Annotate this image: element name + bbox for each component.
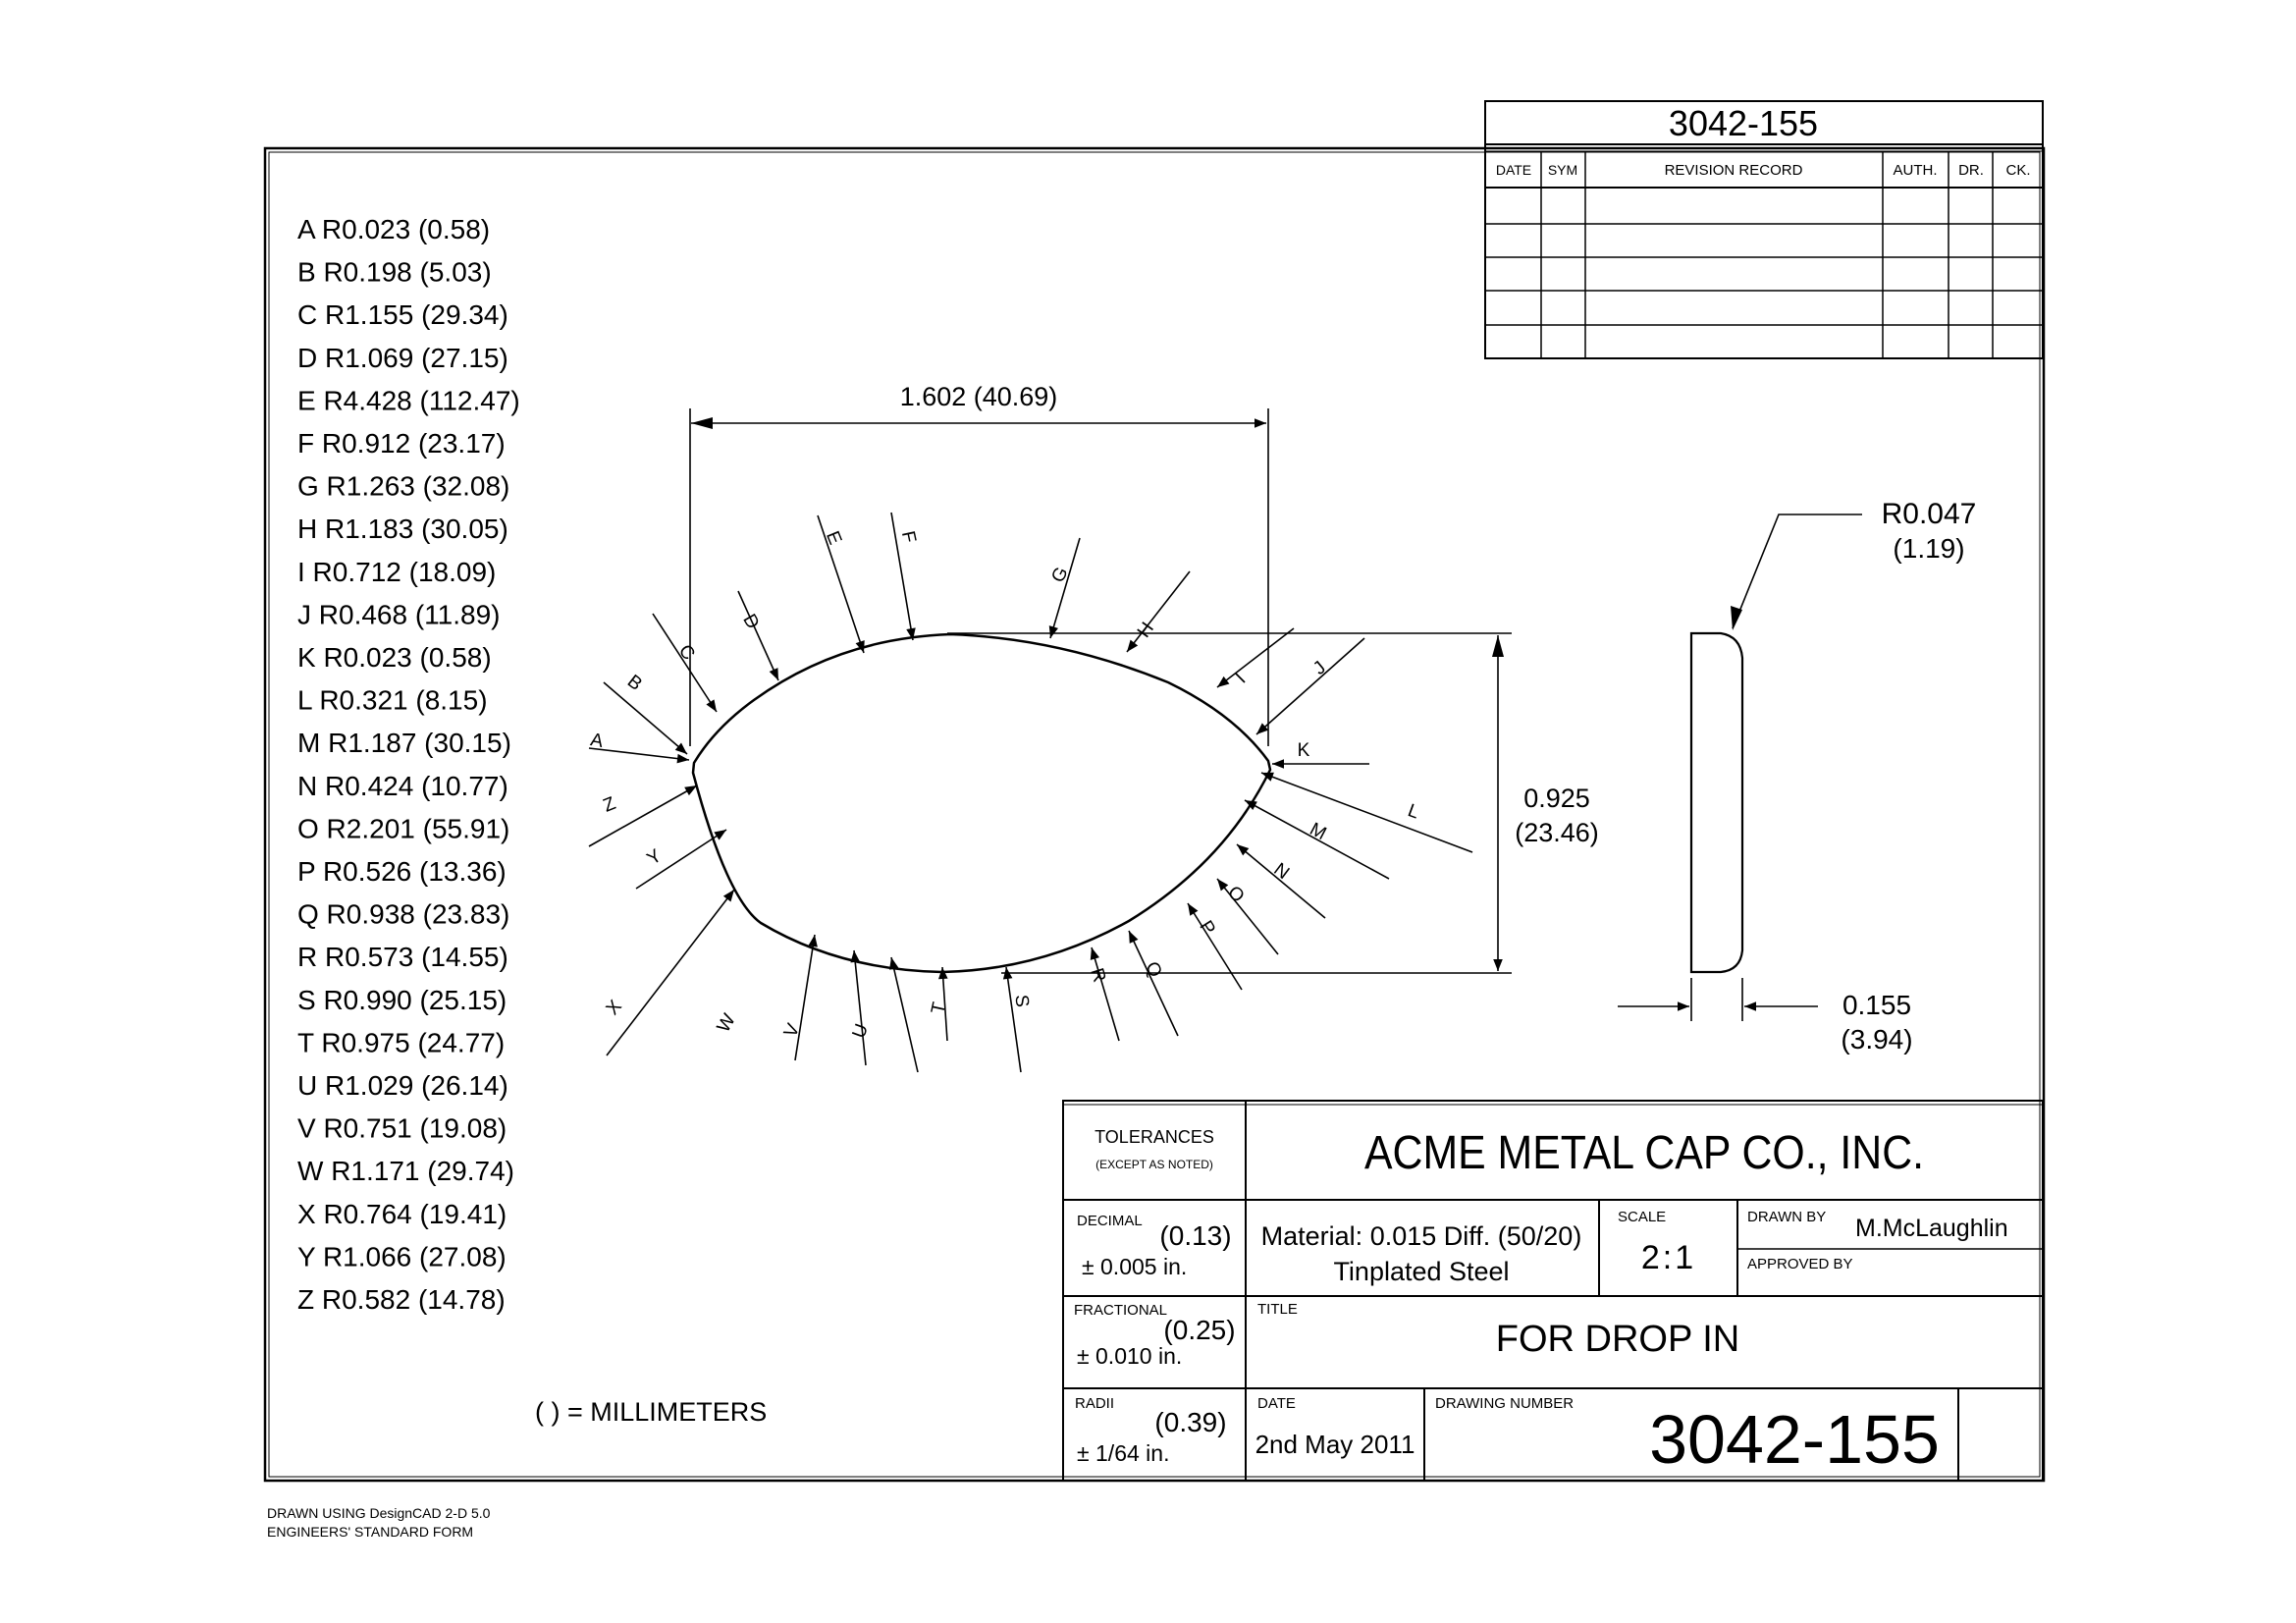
callout-letter: E xyxy=(821,528,846,548)
radius-entry: G R1.263 (32.08) xyxy=(297,470,510,502)
radius-entry: W R1.171 (29.74) xyxy=(297,1156,514,1187)
fractional-mm: (0.25) xyxy=(1163,1315,1236,1345)
title-block xyxy=(1063,1101,2043,1481)
material-line-1: Material: 0.015 Diff. (50/20) xyxy=(1260,1221,1582,1251)
radius-entry: Z R0.582 (14.78) xyxy=(297,1284,506,1315)
radius-entry: O R2.201 (55.91) xyxy=(297,813,510,844)
callout-leader-line xyxy=(653,614,717,712)
callout-letter: D xyxy=(738,611,764,633)
callout-letter: O xyxy=(1223,882,1249,907)
radii-mm: (0.39) xyxy=(1154,1407,1227,1437)
radius-entry: I R0.712 (18.09) xyxy=(297,556,497,587)
radius-entry: A R0.023 (0.58) xyxy=(297,214,491,244)
radius-entry: X R0.764 (19.41) xyxy=(297,1198,507,1229)
approved-by-label: APPROVED BY xyxy=(1747,1256,1853,1272)
callout-leader-line xyxy=(738,591,778,680)
radius-entry: F R0.912 (23.17) xyxy=(297,428,506,459)
radius-entry: B R0.198 (5.03) xyxy=(297,256,492,288)
callout-leader-line xyxy=(1217,879,1278,954)
callout-leader-line xyxy=(1127,571,1190,652)
radius-entry: M R1.187 (30.15) xyxy=(297,728,511,759)
callout-leader-line xyxy=(1261,773,1472,852)
scale-label: SCALE xyxy=(1618,1209,1667,1225)
width-dimension xyxy=(690,382,1268,746)
callout-leaders xyxy=(589,513,1472,1072)
callout-leader-line xyxy=(795,935,815,1060)
drawing-number-label: DRAWING NUMBER xyxy=(1435,1395,1575,1412)
part-outline xyxy=(693,634,1270,972)
radius-entry: Q R0.938 (23.83) xyxy=(297,898,510,930)
rev-header-auth: AUTH. xyxy=(1893,162,1938,179)
callout-letter: X xyxy=(602,996,626,1020)
radius-entry: J R0.468 (11.89) xyxy=(297,599,501,630)
callout-letter: B xyxy=(622,671,646,695)
callout-leader-line xyxy=(1050,538,1080,638)
callout-letter: Y xyxy=(643,845,667,870)
decimal-mm: (0.13) xyxy=(1159,1220,1232,1251)
callout-letter: F xyxy=(896,528,920,545)
callout-letter: V xyxy=(779,1020,805,1041)
thickness-text: 0.155 xyxy=(1842,990,1912,1020)
radius-entry: C R1.155 (29.34) xyxy=(297,299,508,331)
fractional-label: FRACTIONAL xyxy=(1074,1302,1168,1319)
radius-entry: H R1.183 (30.05) xyxy=(297,514,508,545)
radius-entry: S R0.990 (25.15) xyxy=(297,984,507,1015)
radius-entry: N R0.424 (10.77) xyxy=(297,770,508,801)
date-value: 2nd May 2011 xyxy=(1255,1430,1415,1459)
footer-line-2: ENGINEERS' STANDARD FORM xyxy=(267,1524,474,1540)
except-as-noted: (EXCEPT AS NOTED) xyxy=(1095,1158,1213,1171)
drawing-border xyxy=(265,148,2044,1481)
rev-header-ck: CK. xyxy=(2005,162,2031,179)
callout-leader-line xyxy=(854,950,866,1065)
drawn-by-label: DRAWN BY xyxy=(1747,1209,1827,1225)
tolerances-label: TOLERANCES xyxy=(1095,1127,1214,1147)
footer-line-1: DRAWN USING DesignCAD 2-D 5.0 xyxy=(267,1505,491,1521)
thickness-mm: (3.94) xyxy=(1841,1024,1913,1055)
callout-letter: C xyxy=(673,640,699,665)
company-name: ACME METAL CAP CO., INC. xyxy=(1364,1127,1924,1179)
radii-label: RADII xyxy=(1075,1395,1115,1412)
radius-entry: U R1.029 (26.14) xyxy=(297,1070,508,1101)
title-label: TITLE xyxy=(1257,1301,1298,1318)
callout-letter: A xyxy=(588,730,606,753)
radius-entry: L R0.321 (8.15) xyxy=(297,684,488,716)
callout-letter: T xyxy=(928,1000,951,1016)
scale-value: 2:1 xyxy=(1640,1239,1697,1276)
callout-leader-line xyxy=(1129,931,1178,1036)
rev-header-date: DATE xyxy=(1495,162,1532,178)
callout-leader-line xyxy=(1092,947,1119,1041)
callout-letter: H xyxy=(1133,619,1159,642)
callout-letter: R xyxy=(1086,965,1110,986)
height-dimension-mm: (23.46) xyxy=(1515,818,1599,847)
callout-letter: K xyxy=(1297,740,1310,761)
decimal-in: ± 0.005 in. xyxy=(1082,1254,1188,1279)
radius-entry: R R0.573 (14.55) xyxy=(297,942,508,973)
decimal-label: DECIMAL xyxy=(1077,1213,1143,1229)
callout-leader-line xyxy=(1006,967,1021,1072)
date-label: DATE xyxy=(1257,1395,1296,1412)
edge-radius-text: R0.047 xyxy=(1881,498,1977,530)
callout-leader-line xyxy=(604,682,687,754)
units-note: ( ) = MILLIMETERS xyxy=(535,1397,768,1427)
radii-list xyxy=(297,214,520,1315)
callout-letter: I xyxy=(1231,669,1251,688)
callout-letter: U xyxy=(848,1021,874,1042)
part-title: FOR DROP IN xyxy=(1495,1319,1740,1360)
material-line-2: Tinplated Steel xyxy=(1333,1257,1510,1286)
callout-leader-line xyxy=(891,957,918,1072)
callout-leader-line xyxy=(1217,628,1294,687)
rev-header-sym: SYM xyxy=(1547,162,1578,178)
callout-letter: M xyxy=(1306,819,1330,845)
callout-leader-line xyxy=(1256,638,1364,734)
callout-letter: P xyxy=(1195,917,1219,940)
radius-entry: P R0.526 (13.36) xyxy=(297,856,507,887)
callout-letter: Q xyxy=(1141,958,1166,981)
side-view xyxy=(1618,498,1976,1055)
radius-entry: K R0.023 (0.58) xyxy=(297,642,492,673)
radius-entry: Y R1.066 (27.08) xyxy=(297,1241,507,1272)
width-dimension-text: 1.602 (40.69) xyxy=(899,382,1058,411)
revision-number: 3042-155 xyxy=(1668,103,1819,143)
callout-leader-line xyxy=(589,748,689,760)
drawn-by-name: M.McLaughlin xyxy=(1855,1215,2008,1242)
callout-letters xyxy=(589,528,1422,1041)
edge-radius-mm: (1.19) xyxy=(1893,533,1965,564)
callout-leader-line xyxy=(1188,903,1242,990)
callout-letter: G xyxy=(1047,564,1073,586)
rev-header-record: REVISION RECORD xyxy=(1664,162,1803,179)
fractional-in: ± 0.010 in. xyxy=(1077,1343,1183,1369)
callout-leader-line xyxy=(607,890,734,1055)
callout-letter: N xyxy=(1269,859,1294,885)
revision-block xyxy=(1485,101,2043,358)
height-dimension-in: 0.925 xyxy=(1523,784,1590,813)
callout-letter: Z xyxy=(600,792,619,817)
rev-header-dr: DR. xyxy=(1958,162,1984,179)
radius-entry: V R0.751 (19.08) xyxy=(297,1112,507,1144)
radius-entry: E R4.428 (112.47) xyxy=(297,385,520,416)
radius-entry: D R1.069 (27.15) xyxy=(297,342,508,373)
radii-in: ± 1/64 in. xyxy=(1077,1440,1170,1466)
callout-letter: J xyxy=(1309,657,1330,679)
drawing-number: 3042-155 xyxy=(1649,1401,1940,1478)
radius-entry: T R0.975 (24.77) xyxy=(297,1027,506,1058)
callout-leader-line xyxy=(589,785,697,846)
height-dimension xyxy=(947,633,1599,973)
callout-letter: W xyxy=(713,1010,740,1037)
callout-letter: S xyxy=(1010,994,1033,1008)
callout-letter: L xyxy=(1405,800,1422,824)
